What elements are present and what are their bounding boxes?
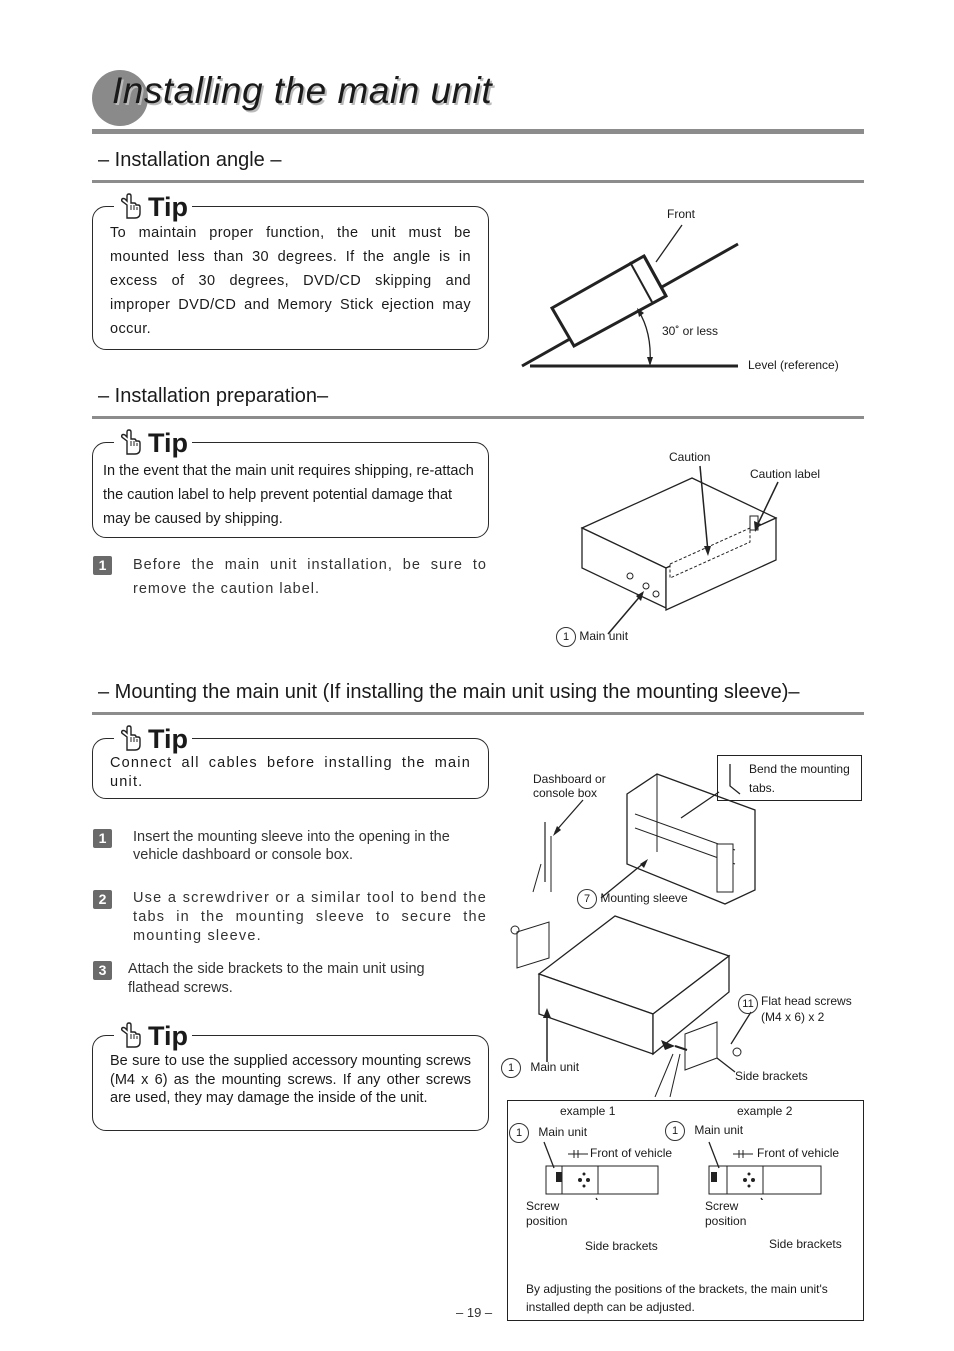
tip-header [114,1021,192,1051]
pointing-hand-icon [118,725,144,753]
tip-header [114,428,192,458]
pointing-hand-icon [118,429,144,457]
example-main-unit: 1 Main unit [665,1121,743,1141]
mounting-sleeve-callout [577,889,688,909]
tip-header [114,192,192,222]
label-mounting-sleeve: Mounting sleeve [600,891,688,905]
step-number: 2 [93,890,112,909]
section-divider [92,712,864,715]
label-angle: 30˚ or less [662,324,719,338]
examples-note: By adjusting the positions of the brackets, the main unit's installed depth can be adjusted. [526,1282,828,1314]
part-number: 1 [501,1058,521,1078]
pointing-hand-icon [118,193,144,221]
tip-text-cables: Connect all cables before installing the main unit. [110,755,471,790]
example-side-brackets: Side brackets [585,1239,658,1253]
part-number: 7 [577,889,597,909]
tip-label: Tip [148,723,188,754]
tip-text-preparation: In the event that the main unit requires shipping, re-attach the caution label to help prevent potential damage that may be caused by shipping. [103,463,474,527]
mounting-sleeve-diagram [505,752,865,1097]
example-1-diagram [540,1140,665,1200]
label-side-brackets: Side brackets [735,1069,808,1083]
page-title: Installing the main unit [112,70,493,111]
step-text: Attach the side brackets to the main unit using flathead screws. [128,961,425,996]
example-screw-position: Screw position [526,1199,568,1228]
tip-label: Tip [148,191,188,222]
part-number: 11 [738,994,758,1014]
step-text: Use a screwdriver or a similar tool to bend the tabs in the mounting sleeve to secure the mounting sleeve. [133,890,487,944]
label-flat-head-screws: Flat head screws (M4 x 6) x 2 [761,994,852,1024]
label-front: Front [667,207,696,221]
example-screw-position: Screw position [705,1199,747,1228]
page-number: – 19 – [456,1305,493,1320]
main-unit-callout [556,627,628,647]
example-title: example 2 [737,1104,793,1118]
tip-label: Tip [148,1020,188,1051]
step-number: 3 [93,961,112,980]
tip-header [114,724,192,754]
step-number: 1 [93,556,112,575]
part-number: 1 [556,627,576,647]
step-text: Insert the mounting sleeve into the opening in the vehicle dashboard or console box. [133,829,450,863]
section-divider [92,180,864,183]
example-front-of-vehicle: Front of vehicle [590,1146,673,1160]
label-caution-label: Caution label [750,467,821,481]
tab-bend-icon [726,760,746,800]
title-divider [92,129,864,134]
tip-text-screws: Be sure to use the supplied accessory mounting screws (M4 x 6) as the mounting screws. If any other screws are used, they may damage the inside of the unit. [110,1053,471,1106]
example-title: example 1 [560,1104,616,1118]
main-unit-callout [501,1058,579,1078]
label-main-unit: Main unit [579,629,629,643]
section-heading-mounting: – Mounting the main unit (If installing the main unit using the mounting sleeve)– [98,681,800,703]
section-divider [92,416,864,419]
label-bend-tabs: Bend the mounting tabs. [749,762,850,795]
tip-text-angle: To maintain proper function, the unit must be mounted less than 30 degrees. If the angle is in excess of 30 degrees, DVD/CD skipping and improper DVD/CD and Memory Stick ejection may occur. [110,225,471,337]
label-caution: Caution [669,450,711,464]
tip-label: Tip [148,427,188,458]
step-number: 1 [93,829,112,848]
example-side-brackets: Side brackets [769,1237,842,1251]
installation-angle-diagram [510,200,860,380]
pointing-hand-icon [118,1022,144,1050]
part-number: 1 [665,1121,685,1141]
example-main-unit: 1 Main unit [509,1123,587,1143]
example-front-of-vehicle: Front of vehicle [757,1146,840,1160]
example-2-diagram [703,1140,828,1200]
section-heading-angle: – Installation angle – [98,149,282,171]
label-dashboard: Dashboard or console box [533,772,606,800]
section-heading-preparation: – Installation preparation– [98,385,329,407]
step-text: Before the main unit installation, be sure to remove the caution label. [133,557,487,597]
label-main-unit: Main unit [530,1060,580,1074]
part-number: 1 [509,1123,529,1143]
screws-callout [738,994,758,1014]
label-level: Level (reference) [748,358,839,372]
